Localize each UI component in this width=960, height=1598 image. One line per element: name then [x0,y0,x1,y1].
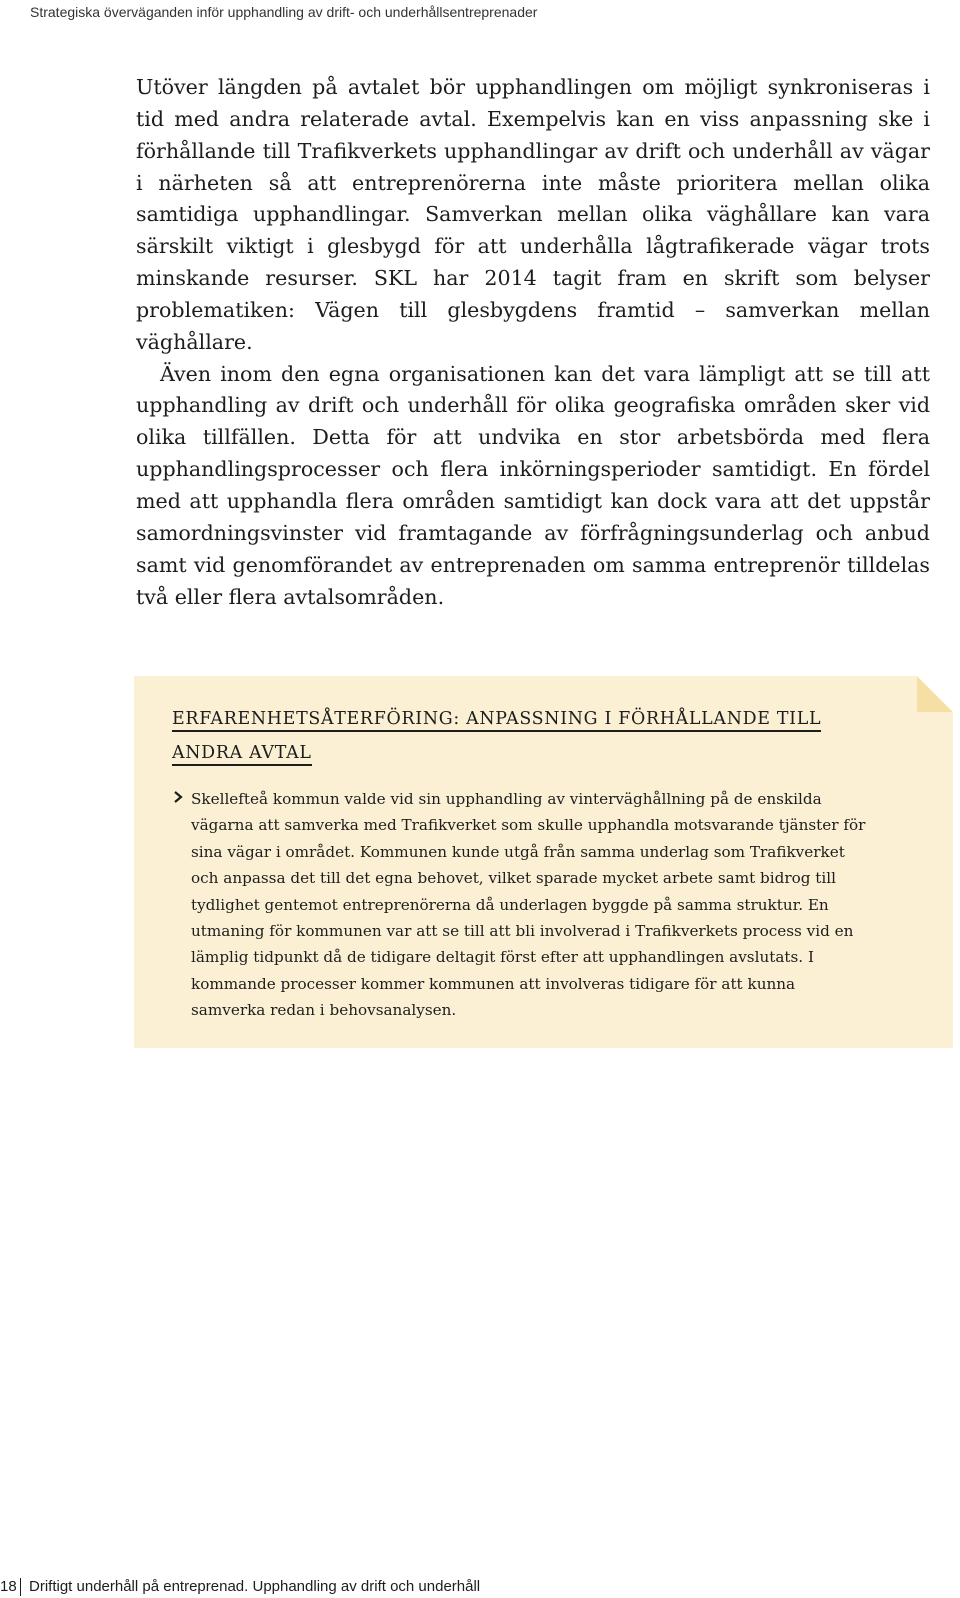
footer-doc-title: Driftigt underhåll på entreprenad. [29,1578,249,1595]
body-paragraph: Även inom den egna organisationen kan det vara lämpligt att se till att upphandling av drift och underhåll för olika geografiska områden sker vid olika tillfällen. Detta för att undvika en stor arbetsbörda med flera upphandlingsprocesser och flera inkörningsperioder samtidigt. En fördel med att upphandla flera områden samtidigt kan dock vara att det uppstår samordningsvinster vid framtagande av förfrågningsunderlag och anbud samt vid genomförandet av entreprenaden om samma entreprenör tilldelas två eller flera avtalsområden. [136,361,930,609]
page-footer [0,1578,480,1596]
factbox-title [172,702,852,770]
body-paragraph: Utöver längden på avtalet bör upphandlingen om möjligt synkroniseras i tid med andra relaterade avtal. Exempelvis kan en viss anpassning ske i förhållande till Trafikverkets upphandlingar av drift och underhåll av vägar i närheten så att entreprenörerna inte måste prioritera mellan olika samtidiga upphandlingar. Samverkan mellan olika väghållare kan vara särskilt viktigt i glesbygd för att underhålla lågtrafikerade vägar trots minskande resurser. SKL har 2014 tagit fram en skrift som belyser problematiken: Vägen till glesbygdens framtid – samverkan mellan väghållare. [136,75,930,354]
footer-doc-subtitle: Upphandling av drift och underhåll [252,1578,481,1595]
running-header: Strategiska överväganden inför upphandling av drift- och underhållsentreprenader [30,4,538,20]
folded-corner-icon [917,676,953,712]
factbox-item-text: Skellefteå kommun valde vid sin upphandling av vinterväghållning på de enskilda vägarna att samverka med Trafikverket som skulle upphandla motsvarande tjänster för sina vägar i området. Kommunen kunde utgå från samma underlag som Trafikverket och anpassa det till det egna behovet, vilket sparade mycket arbete samt bidrog till tydlighet gentemot entreprenörerna då underlagen byggde på samma struktur. En utmaning för kommunen var att se till att bli involverad i Trafikverkets process vid en lämplig tidpunkt då de tidigare deltagit först efter att upphandlingen avslutats. I kommande processer kommer kommunen att involveras tidigare för att kunna samverka redan i behovsanalysen. [191,790,866,1020]
factbox-title-text: ERFARENHETSÅTERFÖRING: ANPASSNING I FÖRHÅLLANDE TILL ANDRA AVTAL [172,709,821,766]
factbox-list-item [172,786,872,1024]
chevron-right-icon [172,789,184,805]
page-number: 18 [0,1578,21,1596]
body-text [136,72,930,613]
experience-factbox [134,676,953,1048]
